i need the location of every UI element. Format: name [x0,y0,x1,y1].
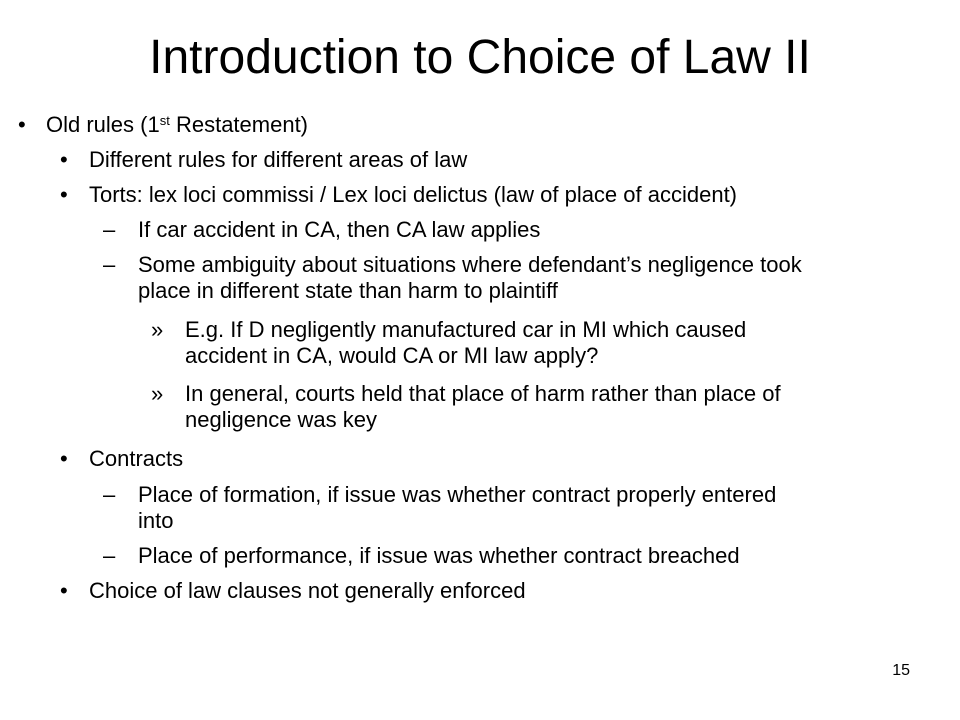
item-car-accident: If car accident in CA, then CA law applies [138,217,541,242]
item-contracts: Contracts [89,446,184,471]
dash-marker: – [103,543,116,568]
item-old-rules [46,112,308,138]
item-torts: Torts: lex loci commissi / Lex loci delictus (law of place of accident) [89,182,738,207]
bullet-marker: • [60,578,68,603]
dash-marker: – [103,217,116,242]
item-example-line-2: accident in CA, would CA or MI law apply? [185,343,599,368]
item-formation-line-1: Place of formation, if issue was whether contract properly entered [138,482,777,507]
guillemet-marker: » [151,381,164,406]
item-general-line-1: In general, courts held that place of harm rather than place of [185,381,781,406]
bullet-marker: • [60,446,68,471]
dash-marker: – [103,482,116,507]
item-ambiguity-line-2: place in different state than harm to plaintiff [138,278,558,303]
bullet-marker: • [60,182,68,207]
old-rules-text: Old rules (1 [46,112,160,137]
item-example-line-1: E.g. If D negligently manufactured car in MI which caused [185,317,747,342]
item-formation-line-2: into [138,508,174,533]
item-choice-clauses: Choice of law clauses not generally enforced [89,578,526,603]
item-general-line-2: negligence was key [185,407,378,432]
item-different-rules: Different rules for different areas of law [89,147,468,172]
slide-title: Introduction to Choice of Law II [149,31,811,84]
guillemet-marker: » [151,317,164,342]
item-ambiguity-line-1: Some ambiguity about situations where defendant’s negligence took [138,252,802,277]
bullet-marker: • [60,147,68,172]
dash-marker: – [103,252,116,277]
old-rules-superscript: st [159,113,170,128]
page-number: 15 [892,662,910,679]
bullet-marker: • [18,112,26,137]
old-rules-text-end: Restatement) [169,112,309,137]
item-performance: Place of performance, if issue was whether contract breached [138,543,740,568]
